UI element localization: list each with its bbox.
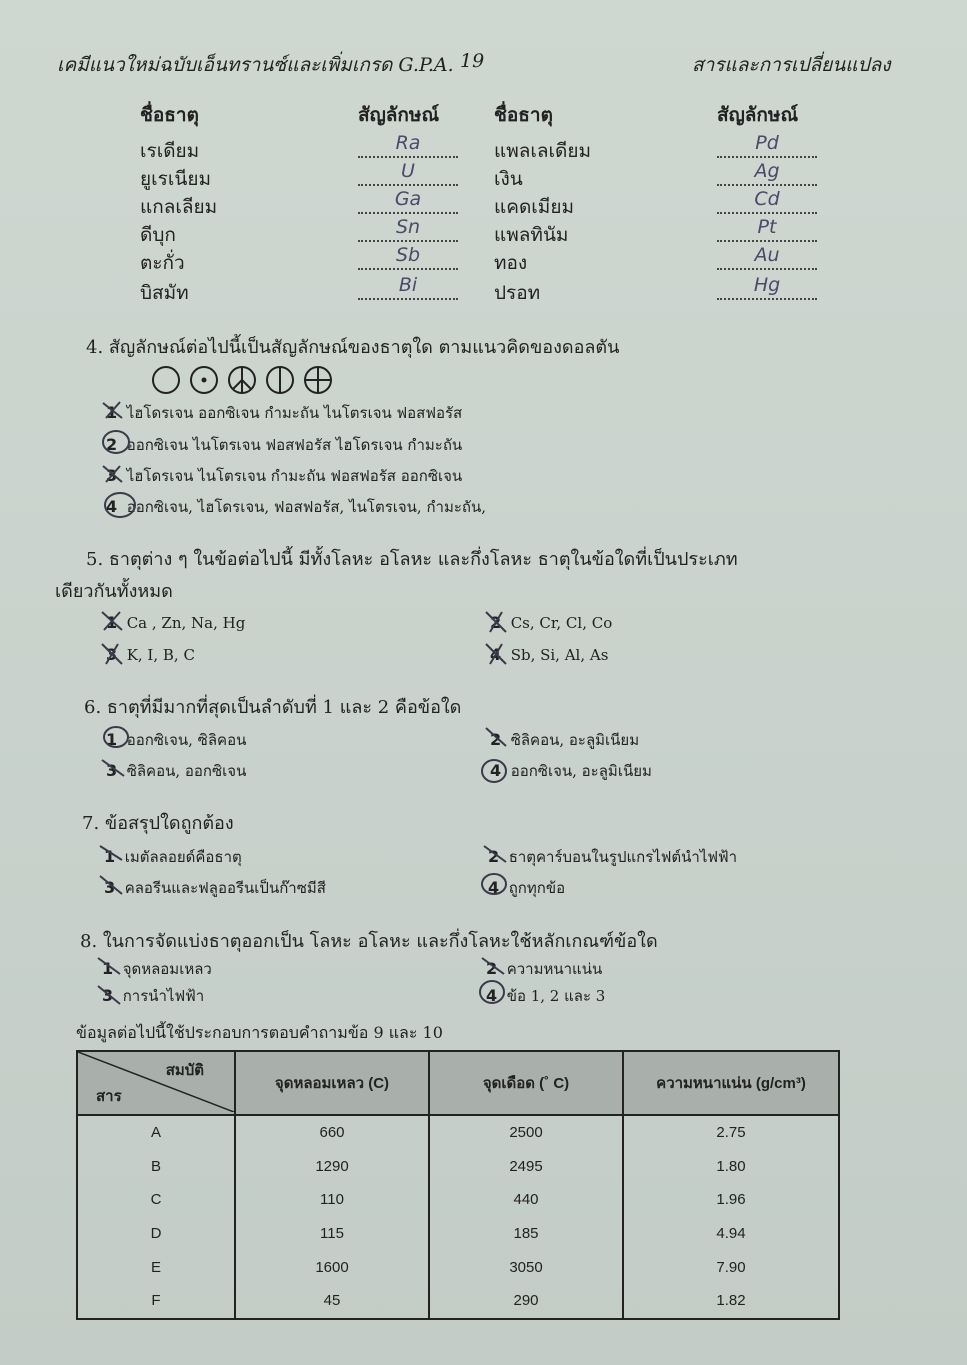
handwritten-symbol: Cd [754,188,780,210]
option-number: 1 [106,613,118,632]
density-cell: 2.75 [623,1115,839,1150]
option-text: ออกซิเจน, ซิลิคอน [126,731,247,749]
header-melting-point: จุดหลอมเหลว (C) [235,1051,429,1115]
corner-property-label: สมบัติ [165,1062,204,1079]
cross-mark-icon [486,644,506,664]
melting-point-cell: 110 [235,1183,429,1217]
handwritten-symbol: Hg [753,274,781,296]
cross-mark-icon [100,876,122,894]
data-intro: ข้อมูลต่อไปนี้ใช้ประกอบการตอบคำถามข้อ 9 และ 10 [76,1023,443,1042]
circle-mark-icon [482,760,506,782]
option-text: ความหนาแน่น [506,960,603,978]
handwritten-symbol: Sb [395,244,421,266]
table-row [77,1284,839,1319]
option-text: ธาตุคาร์บอนในรูปแกรไฟต์นำไฟฟ้า [508,848,738,866]
cross-mark-icon [102,760,124,776]
density-cell: 1.96 [623,1183,839,1217]
option-number: 4 [490,761,502,780]
circle-mark-icon [103,431,129,453]
element-name: ดีบุก [140,224,176,246]
col-symbol-left: สัญลักษณ์ [358,104,440,126]
melting-point-cell: 45 [235,1284,429,1319]
handwritten-symbol: Au [754,244,780,266]
element-name: แพลทินัม [494,224,569,246]
corner-substance-label: สาร [96,1088,122,1105]
option-number: 2 [490,613,502,632]
option-text: ซิลิคอน, อะลูมิเนียม [510,731,640,749]
option-number: 4 [490,645,502,664]
element-name: แพลเลเดียม [494,140,592,162]
handwritten-symbol: Sn [395,216,421,238]
melting-point-cell: 1290 [235,1150,429,1184]
option-number: 3 [104,878,116,897]
melting-point-cell: 660 [235,1115,429,1150]
option-number: 4 [106,497,118,516]
table-row [77,1183,839,1217]
option-number: 2 [486,959,498,978]
table-row [77,1217,839,1251]
handwritten-symbol: Pd [755,132,779,154]
cross-mark-icon [484,846,506,862]
circle-mark-icon [104,727,128,747]
option-number: 2 [106,435,118,454]
element-name: ปรอท [494,282,541,304]
cross-mark-icon [98,958,120,974]
option-number: 1 [106,403,118,422]
boiling-point-cell: 3050 [429,1250,623,1284]
circle-mark-icon [480,981,504,1003]
option-text: ออกซิเจน, ไฮโดรเจน, ฟอสฟอรัส, ไนโตรเจน, กำมะถัน, [126,498,487,516]
boiling-point-cell: 185 [429,1217,623,1251]
option-number: 3 [102,986,114,1005]
cross-mark-icon [103,402,122,418]
option-number: 2 [490,730,502,749]
option-number: 3 [106,761,118,780]
substance-cell: A [77,1115,235,1150]
cross-mark-icon [486,728,506,746]
substance-cell: B [77,1150,235,1184]
handwritten-symbol: Ra [395,132,421,154]
option-number: 1 [102,959,114,978]
circle-mark-icon [105,493,135,517]
option-text: ออกซิเจน, อะลูมิเนียม [510,762,652,780]
cross-mark-icon [482,958,504,974]
element-name: แคดเมียม [494,196,574,218]
boiling-point-cell: 440 [429,1183,623,1217]
boiling-point-cell: 2495 [429,1150,623,1184]
option-number: 1 [106,730,118,749]
cross-mark-icon [98,986,120,1004]
element-name: เงิน [494,168,523,190]
cross-mark-icon [103,466,122,482]
element-name: แกลเลียม [140,196,218,218]
option-number: 3 [106,466,118,485]
option-text: K, I, B, C [126,646,195,664]
header-density: ความหนาแน่น (g/cm³) [623,1051,839,1115]
table-row [77,1250,839,1284]
option-text: ข้อ 1, 2 และ 3 [506,987,606,1005]
option-number: 3 [106,645,118,664]
option-number: 1 [104,847,116,866]
col-name-right: ชื่อธาตุ [494,104,553,126]
element-name: ทอง [494,252,528,274]
book-title: เคมีแนวใหม่ฉบับเอ็นทรานซ์และเพิ่มเกรด G.P.A. [57,54,454,76]
option-text: จุดหลอมเหลว [122,960,212,978]
melting-point-cell: 115 [235,1217,429,1251]
properties-table [76,1050,840,1320]
option-text: ถูกทุกข้อ [508,879,566,897]
table-corner-header [77,1051,235,1115]
table-row [77,1115,839,1150]
option-text: คลอรีนและฟลูออรีนเป็นก๊าซมีสี [124,879,326,897]
table-row [77,1150,839,1184]
col-name-left: ชื่อธาตุ [140,104,199,126]
substance-cell: C [77,1183,235,1217]
handwritten-symbol: Pt [757,216,777,238]
option-text: ออกซิเจน ไนโตรเจน ฟอสฟอรัส ไฮโดรเจน กำมะถัน [126,436,463,454]
option-text: ไฮโดรเจน ออกซิเจน กำมะถัน ไนโตรเจน ฟอสฟอรัส [126,404,463,422]
option-text: ซิลิคอน, ออกซิเจน [126,762,247,780]
option-number: 2 [488,847,500,866]
question-5: 5. ธาตุต่าง ๆ ในข้อต่อไปนี้ มีทั้งโลหะ อโลหะ และกึ่งโลหะ ธาตุในข้อใดที่เป็นประเภท [86,549,738,570]
substance-cell: E [77,1250,235,1284]
col-symbol-right: สัญลักษณ์ [717,104,799,126]
question-8: 8. ในการจัดแบ่งธาตุออกเป็น โลหะ อโลหะ และกึ่งโลหะใช้หลักเกณฑ์ข้อใด [80,931,658,952]
question-4: 4. สัญลักษณ์ต่อไปนี้เป็นสัญลักษณ์ของธาตุใด ตามแนวคิดของดอลตัน [86,337,620,358]
option-text: Sb, Si, Al, As [510,646,609,664]
element-name: ตะกั่ว [140,252,185,274]
question-6: 6. ธาตุที่มีมากที่สุดเป็นลำดับที่ 1 และ 2 คือข้อใด [84,697,462,718]
option-text: Cs, Cr, Cl, Co [510,614,613,632]
substance-cell: D [77,1217,235,1251]
question-5-cont: เดียวกันทั้งหมด [55,581,173,602]
density-cell: 1.80 [623,1150,839,1184]
option-number: 4 [486,986,498,1005]
option-text: Ca , Zn, Na, Hg [126,614,246,632]
cross-mark-icon [100,846,122,860]
substance-cell: F [77,1284,235,1319]
boiling-point-cell: 2500 [429,1115,623,1150]
option-text: การนำไฟฟ้า [122,987,205,1005]
density-cell: 1.82 [623,1284,839,1319]
option-text: เมตัลลอยด์คือธาตุ [124,848,242,866]
question-7: 7. ข้อสรุปใดถูกต้อง [82,813,234,834]
circle-mark-icon [482,874,506,894]
handwritten-symbol: U [401,160,415,182]
element-name: บิสมัท [140,282,189,304]
cross-mark-icon [102,644,122,664]
chapter-title: สารและการเปลี่ยนแปลง [692,54,891,76]
boiling-point-cell: 290 [429,1284,623,1319]
cross-mark-icon [486,612,506,632]
melting-point-cell: 1600 [235,1250,429,1284]
page-number: 19 [460,50,485,72]
handwritten-symbol: Bi [398,274,418,296]
cross-mark-icon [102,612,122,630]
element-name: เรเดียม [140,140,200,162]
header-boiling-point: จุดเดือด (˚ C) [429,1051,623,1115]
element-name: ยูเรเนียม [140,168,211,190]
option-number: 4 [488,878,500,897]
density-cell: 7.90 [623,1250,839,1284]
handwritten-symbol: Ga [394,188,422,210]
density-cell: 4.94 [623,1217,839,1251]
option-text: ไฮโดรเจน ไนโตรเจน กำมะถัน ฟอสฟอรัส ออกซิเจน [126,467,463,485]
handwritten-symbol: Ag [754,160,780,182]
